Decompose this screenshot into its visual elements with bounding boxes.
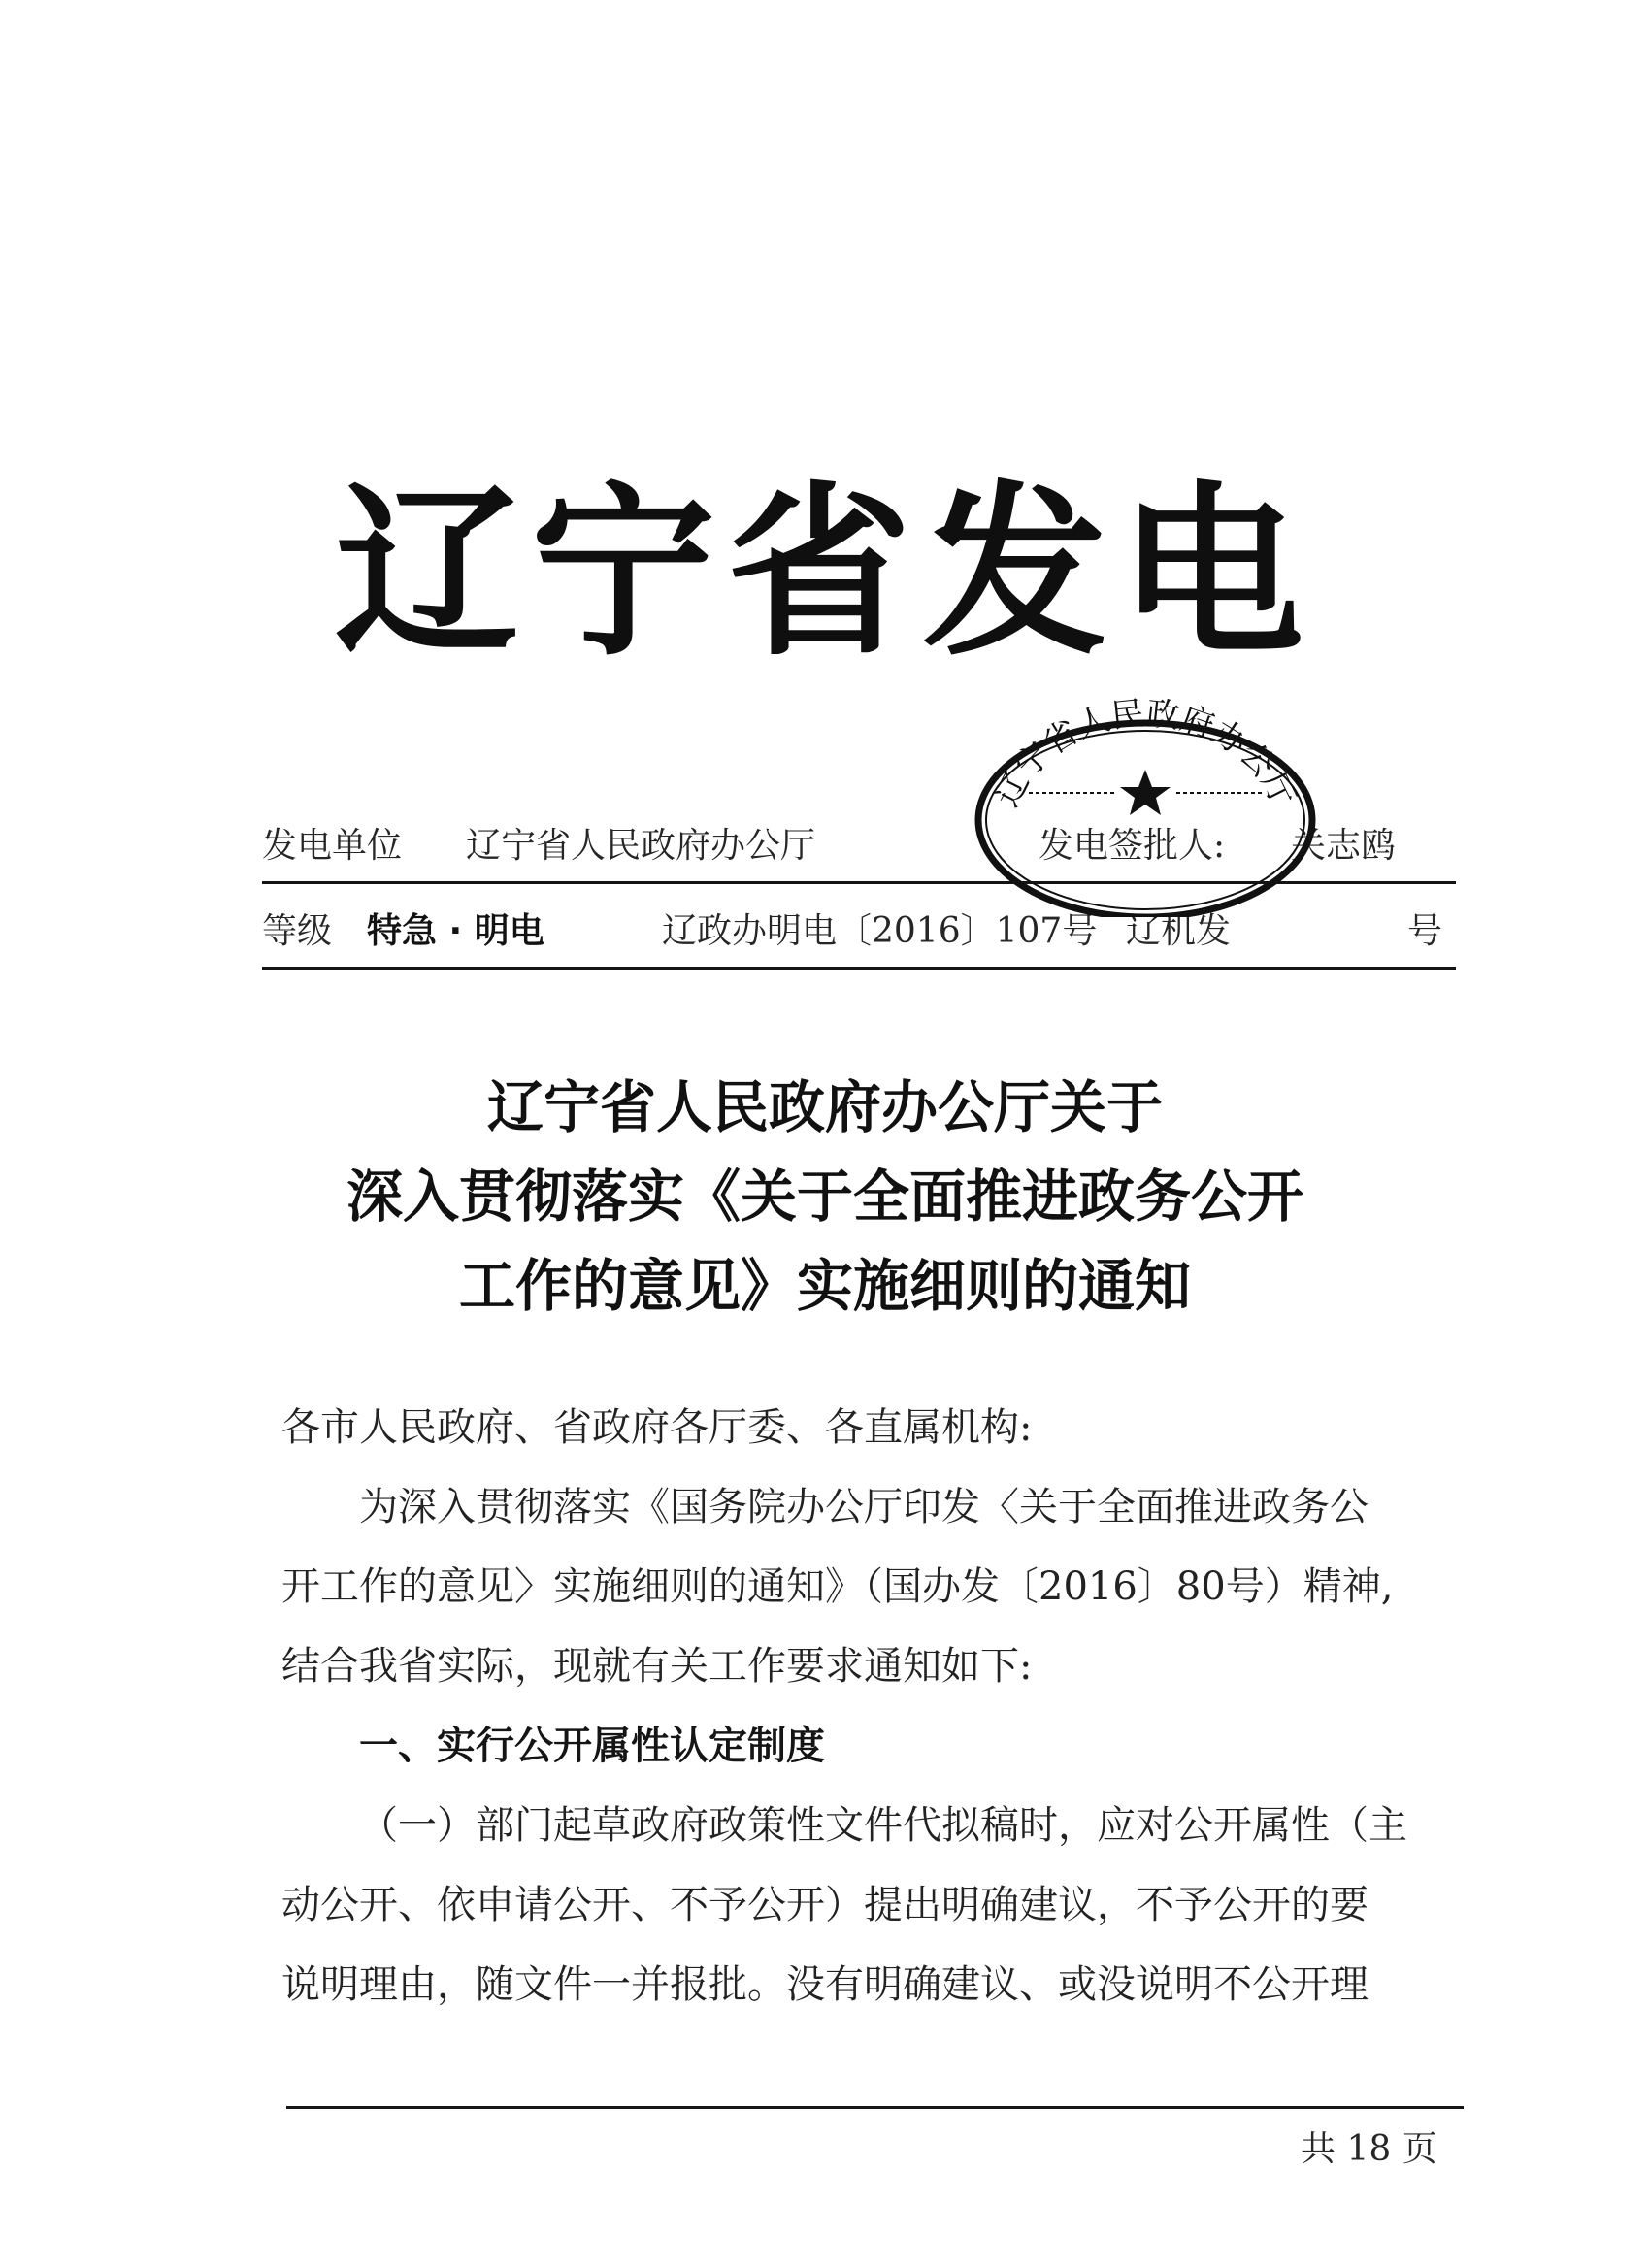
document-body bbox=[281, 1388, 1464, 2067]
section-1-heading: 一、实行公开属性认定制度 bbox=[359, 1724, 825, 1768]
paragraph-1-line-3: 结合我省实际，现就有关工作要求通知如下: bbox=[281, 1644, 1033, 1689]
document-number: 辽政办明电〔2016〕107号 bbox=[662, 911, 1098, 951]
seal-arc-text: 辽宁省人民政府办公厅 bbox=[987, 694, 1304, 813]
seal-star-icon bbox=[1120, 770, 1171, 815]
salutation: 各市人民政府、省政府各厅委、各直属机构: bbox=[281, 1405, 1033, 1450]
title-line-2: 深入贯彻落实《关于全面推进政务公开 bbox=[346, 1164, 1304, 1230]
title-line-3: 工作的意见》实施细则的通知 bbox=[458, 1253, 1191, 1319]
signer-label: 发电签批人: bbox=[1039, 826, 1226, 866]
header-divider-bottom bbox=[262, 967, 1456, 970]
paragraph-2-line-1: （一）部门起草政府政策性文件代拟稿时，应对公开属性（主 bbox=[359, 1803, 1407, 1848]
paragraph-1-line-2: 开工作的意见〉实施细则的通知》（国办发〔2016〕80号）精神, bbox=[281, 1564, 1394, 1609]
sender-label: 发电单位 bbox=[262, 826, 403, 866]
footer-divider bbox=[286, 2106, 1464, 2109]
document-title bbox=[0, 1063, 1650, 1331]
paragraph-2-line-3: 说明理由，随文件一并报批。没有明确建议、或没说明不公开理 bbox=[281, 1962, 1369, 2007]
paragraph-2-line-2: 动公开、依申请公开、不予公开）提出明确建议，不予公开的要 bbox=[281, 1883, 1369, 1927]
grade-value: 特急 · 明电 bbox=[367, 911, 544, 951]
page-count: 共 18 页 bbox=[1301, 2129, 1437, 2169]
machine-label: 辽机发 bbox=[1126, 911, 1232, 951]
machine-suffix: 号 bbox=[1407, 911, 1443, 951]
official-seal bbox=[961, 684, 1330, 917]
signer-value: 关志鸥 bbox=[1291, 826, 1397, 866]
paragraph-1-line-1: 为深入贯彻落实《国务院办公厅印发〈关于全面推进政务公 bbox=[359, 1485, 1369, 1529]
document-masthead: 辽宁省发电 bbox=[334, 464, 1315, 680]
title-line-1: 辽宁省人民政府办公厅关于 bbox=[486, 1074, 1163, 1140]
sender-value: 辽宁省人民政府办公厅 bbox=[466, 826, 816, 866]
grade-label: 等级 bbox=[262, 911, 333, 951]
